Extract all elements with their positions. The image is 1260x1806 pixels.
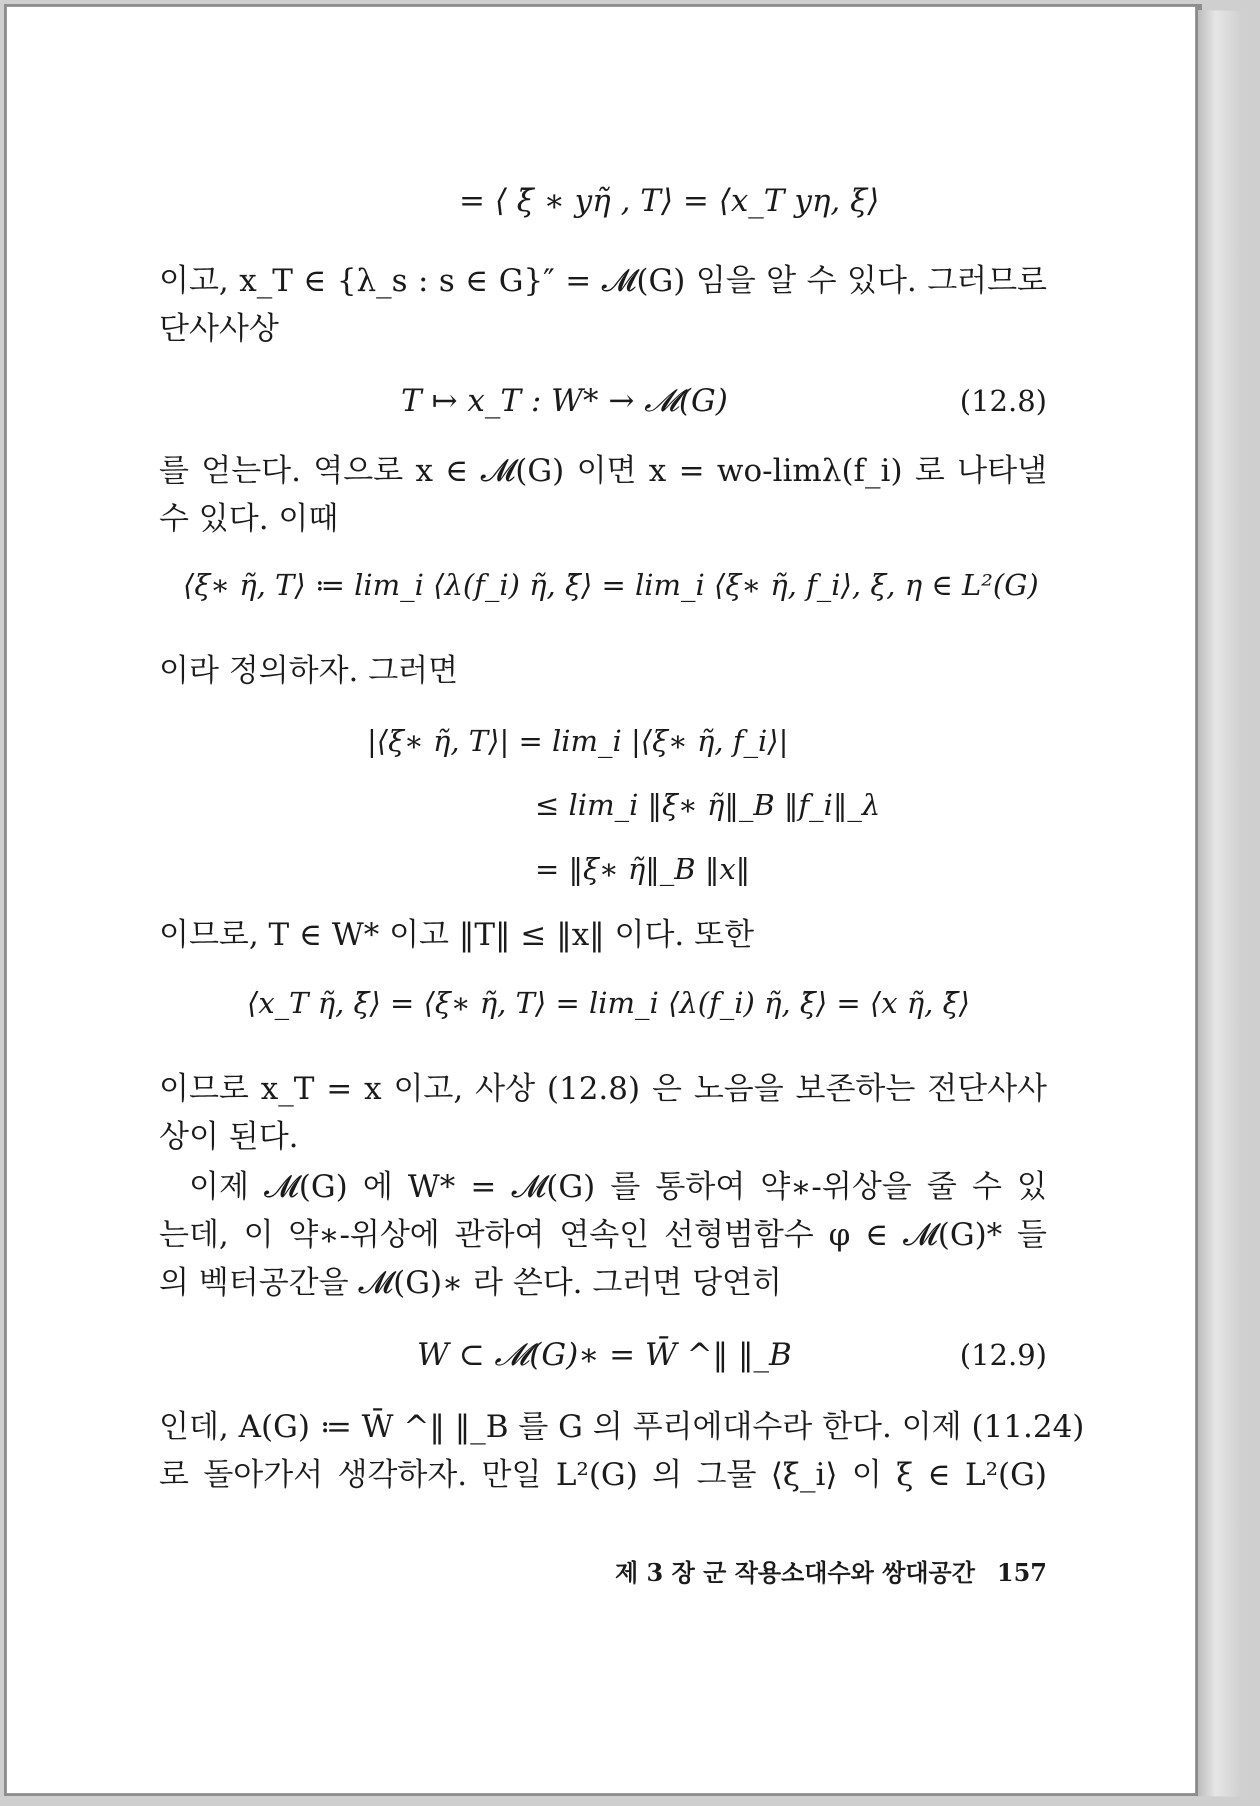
paragraph-5-line-2: 상이 된다. xyxy=(159,1119,299,1155)
paragraph-2-line-2: 수 있다. 이때 xyxy=(159,501,339,537)
paragraph-4: 이므로, T ∈ W* 이고 ‖T‖ ≤ ‖x‖ 이다. 또한 xyxy=(159,917,755,953)
equation-number-12-8: (12.8) xyxy=(959,384,1047,418)
inequality-line-3: = ‖ξ∗ η̃‖_B ‖x‖ xyxy=(535,852,751,886)
paragraph-7-line-2: 로 돌아가서 생각하자. 만일 L²(G) 의 그물 ⟨ξ_i⟩ 이 ξ ∈ L²(G) xyxy=(159,1457,1047,1493)
page-edge xyxy=(1196,10,1242,1797)
chapter-title: 제 3 장 군 작용소대수와 쌍대공간 xyxy=(615,1558,975,1587)
paragraph-6-line-3: 의 벡터공간을 𝓜(G)∗ 라 쓴다. 그러면 당연히 xyxy=(159,1265,782,1301)
equation-number-12-9: (12.9) xyxy=(959,1338,1047,1372)
equation-12-9: W ⊂ 𝓜(G)∗ = W̄ ^‖ ‖_B xyxy=(417,1337,792,1373)
paragraph-6-line-2: 는데, 이 약∗-위상에 관하여 연속인 선형범함수 φ ∈ 𝓜(G)* 들 xyxy=(159,1217,1047,1253)
equation-xt: ⟨x_T η̃, ξ̄⟩ = ⟨ξ∗ η̃, T⟩ = lim_i ⟨λ(f_i) η̃, ξ̄⟩ = ⟨x η̃, ξ̄⟩ xyxy=(247,986,970,1020)
paragraph-6-line-1: 이제 𝓜(G) 에 W* = 𝓜(G) 를 통하여 약∗-위상을 줄 수 있 xyxy=(189,1169,1047,1205)
paragraph-1-line-1: 이고, x_T ∈ {λ_s : s ∈ G}″ = 𝓜(G) 임을 알 수 있다. 그러므로 xyxy=(159,263,1047,299)
inequality-line-2: ≤ lim_i ‖ξ∗ η̃‖_B ‖f_i‖_λ xyxy=(535,788,881,822)
paragraph-5-line-1: 이므로 x_T = x 이고, 사상 (12.8) 은 노음을 보존하는 전단사사 xyxy=(159,1071,1047,1107)
page-number: 157 xyxy=(996,1558,1047,1587)
paragraph-3: 이라 정의하자. 그러면 xyxy=(159,653,459,689)
equation-12-8: T ↦ x_T : W* → 𝓜(G) xyxy=(401,383,728,419)
book-page xyxy=(6,6,1196,1794)
inequality-line-1: |⟨ξ∗ η̃, T⟩| = lim_i |⟨ξ∗ η̃, f_i⟩| xyxy=(367,724,789,758)
paragraph-7-line-1: 인데, A(G) ≔ W̄ ^‖ ‖_B 를 G 의 푸리에대수라 한다. 이제 (11.24) xyxy=(159,1409,1085,1445)
paragraph-1-line-2: 단사사상 xyxy=(159,311,279,347)
page-footer xyxy=(567,1557,1047,1589)
equation-top: = ⟨ ξ̄ ∗ yη̃ , T⟩ = ⟨x_T yη, ξ⟩ xyxy=(459,183,880,219)
paragraph-2-line-1: 를 얻는다. 역으로 x ∈ 𝓜(G) 이면 x = wo-limλ(f_i) 로 나타낼 xyxy=(159,453,1047,489)
equation-definition: ⟨ξ∗ η̃, T⟩ ≔ lim_i ⟨λ(f_i) η̃, ξ̄⟩ = lim_i ⟨ξ∗ η̃, f_i⟩, ξ, η ∈ L²(G) xyxy=(183,568,1039,602)
